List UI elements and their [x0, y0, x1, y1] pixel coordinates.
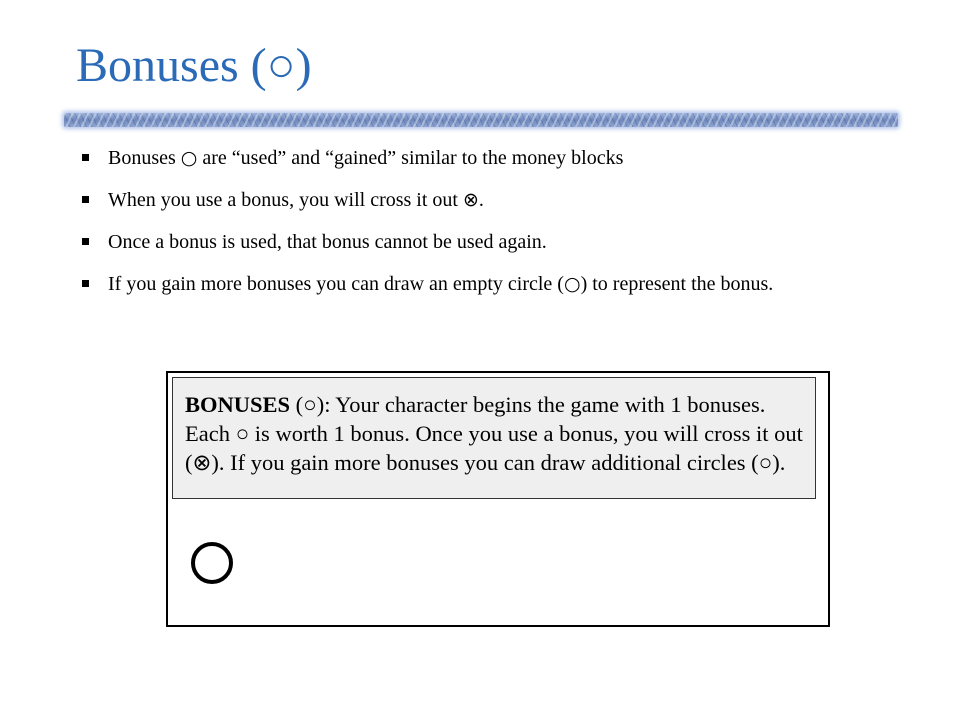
bonus-card-rules-box — [172, 377, 816, 499]
bullet-item — [80, 230, 910, 254]
bullet-list — [80, 146, 910, 296]
empty-circle-icon — [191, 542, 233, 584]
crossed-circle-symbol: ⊗ — [462, 189, 479, 211]
circle-symbol: ○ — [180, 147, 198, 169]
bullet-text: ) to represent the bonus. — [580, 273, 774, 295]
bonus-card-heading: BONUSES — [185, 392, 291, 417]
bullet-text: If you gain more bonuses you can draw an empty circle ( — [108, 273, 564, 295]
square-bullet-icon — [82, 280, 89, 287]
bullet-item — [80, 188, 910, 212]
bonus-card-text: (○): Your character begins the game with 1 bonuses. Each ○ is worth 1 bonus. Once you use a bonus, you will cross it out (⊗). If you gain more bonuses you can draw additional circles (○). — [185, 392, 803, 475]
bonus-card-image — [166, 371, 830, 627]
title-divider — [64, 113, 898, 127]
bullet-text: . — [478, 189, 484, 211]
bullet-text: Bonuses — [108, 147, 181, 169]
bullet-text: Once a bonus is used, that bonus cannot be used again. — [108, 231, 547, 253]
square-bullet-icon — [82, 154, 89, 161]
square-bullet-icon — [82, 196, 89, 203]
bullet-text: When you use a bonus, you will cross it out — [108, 189, 463, 211]
circle-symbol: ○ — [563, 273, 581, 295]
bullet-item — [80, 272, 910, 296]
bullet-item — [80, 146, 910, 170]
square-bullet-icon — [82, 238, 89, 245]
slide-title: Bonuses (○) — [76, 39, 312, 92]
bullet-text: are “used” and “gained” similar to the money blocks — [197, 147, 624, 169]
